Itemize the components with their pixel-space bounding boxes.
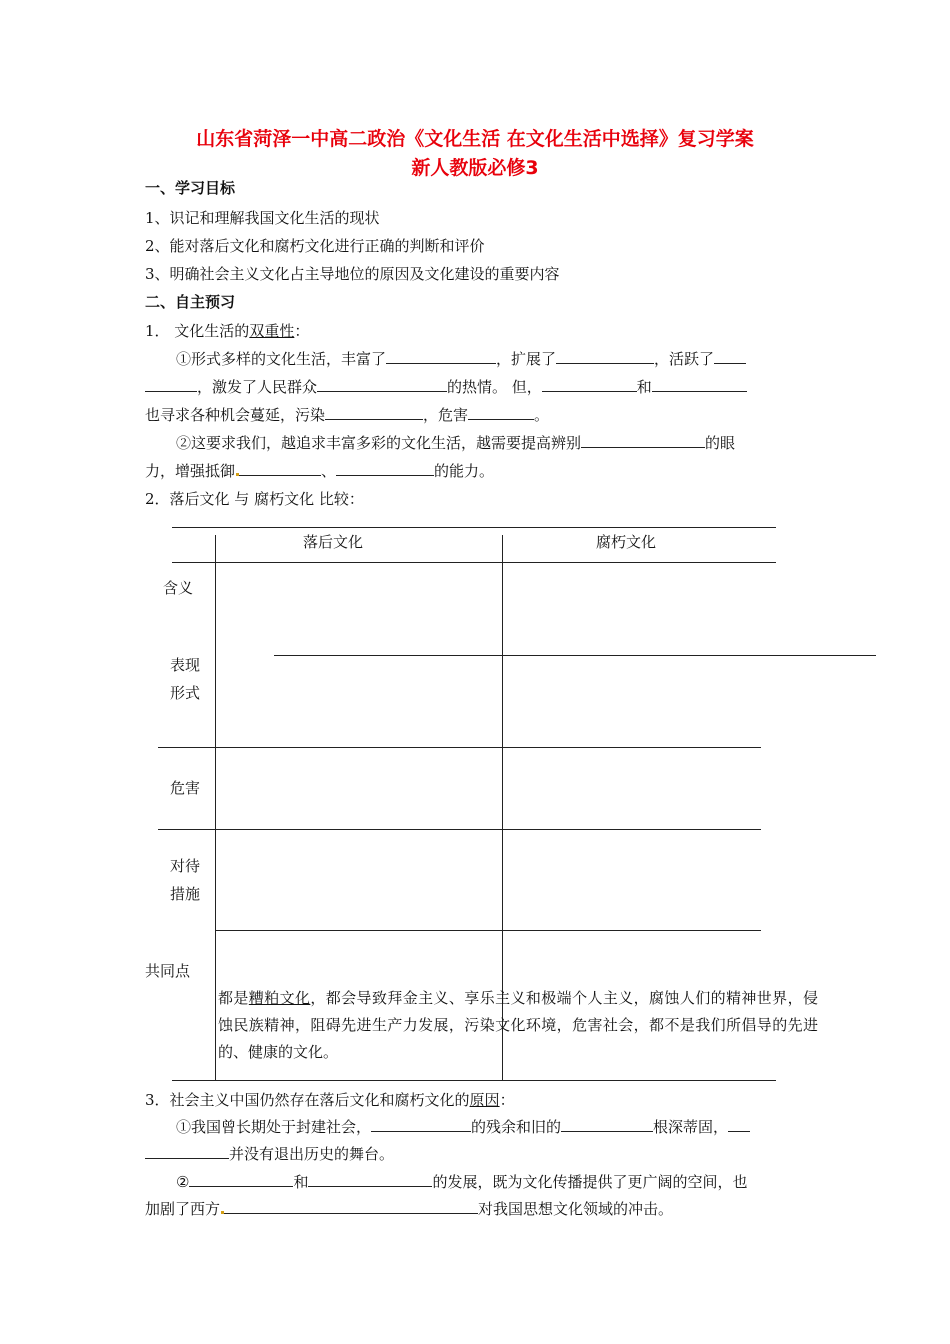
section-heading-preview: 二、自主预习 [145, 293, 236, 311]
fill-blank[interactable] [468, 405, 534, 420]
question-3-line: ② 和 的发展，既为文化传播提供了更广阔的空间，也 [176, 1173, 748, 1191]
goal-item: 1、识记和理解我国文化生活的现状 [145, 209, 380, 227]
fill-blank[interactable] [542, 377, 637, 392]
fill-blank[interactable] [561, 1117, 653, 1132]
question-3-line: ①我国曾长期处于封建社会， 的残余和旧的 根深蒂固， [176, 1116, 750, 1137]
question-3-line: 并没有退出历史的舞台。 [145, 1143, 394, 1164]
fill-blank[interactable] [224, 1199, 478, 1214]
fill-blank[interactable] [371, 1117, 471, 1132]
section-heading-goals: 一、学习目标 [145, 179, 236, 197]
table-rule [274, 655, 876, 656]
row-label-harm: 危害 [170, 779, 201, 797]
row-label-forms: 形式 [170, 684, 201, 702]
fill-blank[interactable] [336, 461, 434, 476]
row-label-common: 共同点 [145, 962, 191, 980]
key-term: 双重性 [249, 322, 295, 340]
table-rule [172, 527, 776, 528]
row-label-measures: 对待 [170, 857, 201, 875]
key-term: 糟粕文化 [248, 989, 311, 1007]
fill-blank[interactable] [714, 349, 746, 364]
fill-blank[interactable] [189, 1172, 293, 1187]
row-label-measures: 措施 [170, 885, 201, 903]
table-rule [172, 1080, 776, 1081]
question-3-title: 3．社会主义中国仍然存在落后文化和腐朽文化的原因： [145, 1091, 515, 1109]
table-rule [158, 829, 761, 830]
fill-blank[interactable] [325, 405, 423, 420]
row-label-forms: 表现 [170, 656, 201, 674]
table-rule [216, 930, 761, 931]
fill-blank[interactable] [556, 349, 654, 364]
table-rule [158, 747, 761, 748]
key-term: 原因 [469, 1091, 500, 1109]
question-1-line: ②这要求我们，越追求丰富多彩的文化生活，越需要提高辨别 的眼 [176, 434, 736, 452]
fill-blank[interactable] [386, 349, 496, 364]
fill-blank[interactable] [145, 377, 197, 392]
fill-blank[interactable] [308, 1172, 432, 1187]
table-rule [172, 562, 776, 563]
fill-blank[interactable] [145, 1144, 229, 1159]
question-1-line: ①形式多样的文化生活，丰富了 ，扩展了 ，活跃了 [176, 348, 746, 369]
question-1-title: 1． 文化生活的双重性： [145, 322, 310, 340]
table-header-decadent: 腐朽文化 [596, 533, 657, 551]
goal-item: 3、明确社会主义文化占主导地位的原因及文化建设的重要内容 [145, 265, 560, 283]
question-1-line: 力，增强抵御 、 的能力。 [145, 462, 495, 480]
row-label-meaning: 含义 [163, 579, 194, 597]
page-title: 山东省菏泽一中高二政治《文化生活 在文化生活中选择》复习学案 [196, 128, 754, 150]
question-1-line: ，激发了人民群众 的热情。 但， 和 [145, 376, 747, 397]
question-2-title: 2．落后文化 与 腐朽文化 比较： [145, 490, 364, 508]
table-rule [215, 535, 216, 1080]
question-3-line: 加剧了西方 对我国思想文化领域的冲击。 [145, 1200, 674, 1218]
fill-blank[interactable] [317, 377, 447, 392]
question-1-line: 也寻求各种机会蔓延，污染 ，危害 。 [145, 406, 550, 424]
goal-item: 2、能对落后文化和腐朽文化进行正确的判断和评价 [145, 237, 485, 255]
fill-blank[interactable] [728, 1117, 750, 1132]
fill-blank[interactable] [581, 433, 705, 448]
table-header-backward: 落后文化 [303, 533, 364, 551]
fill-blank[interactable] [239, 461, 321, 476]
common-points-text: 都是糟粕文化，都会导致拜金主义、享乐主义和极端个人主义，腐蚀人们的精神世界，侵蚀民族精神，阻碍先进生产力发展，污染文化环境，危害社会，都不是我们所倡导的先进的、健康的文化。 [218, 989, 818, 1061]
fill-blank[interactable] [652, 377, 747, 392]
page-subtitle: 新人教版必修3 [411, 157, 539, 179]
